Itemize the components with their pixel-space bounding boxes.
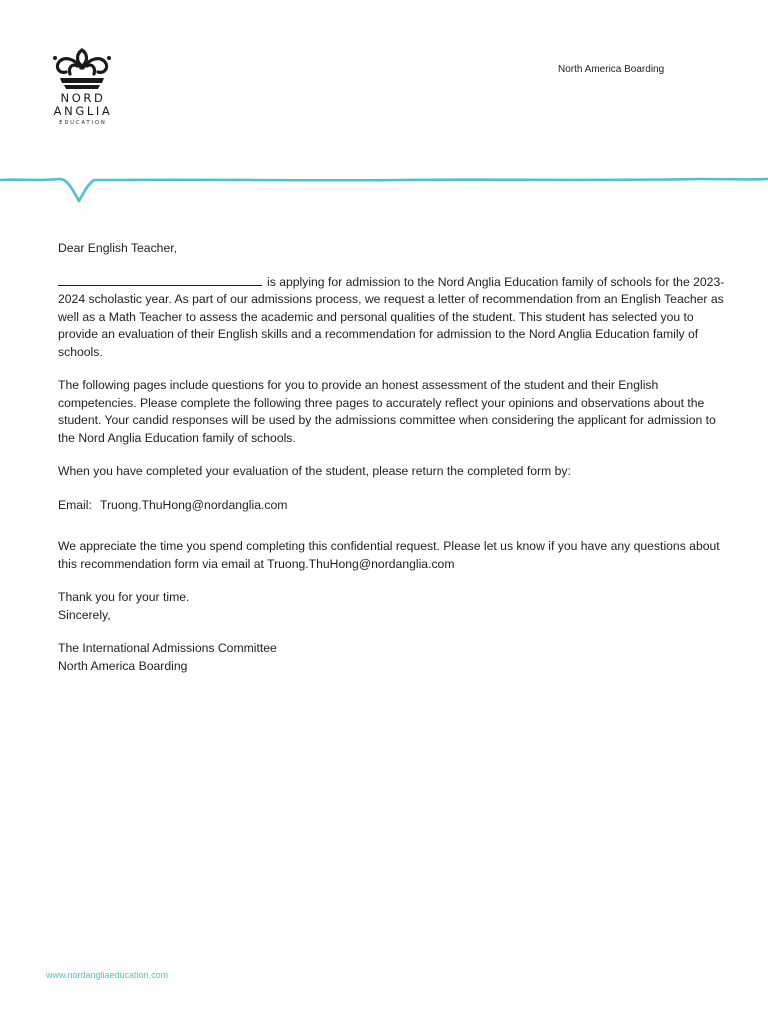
instructions-paragraph: The following pages include questions for you to provide an honest assessment of the student and their English competencies. Please complete the following three pages to accurately reflect your opinions and observations about the student. Your candid responses will be used by the admissions committee when considering the applicant for admission to the Nord Anglia Education family of schools. — [58, 378, 716, 445]
logo-text-nord: NORD — [60, 91, 106, 105]
signature-line-2: North America Boarding — [58, 658, 188, 673]
contact-email-link[interactable]: Truong.ThuHong@nordanglia.com — [267, 556, 455, 571]
email-line — [58, 497, 728, 515]
intro-text: is applying for admission to the Nord Anglia Education family of schools for the 2023-2024 scholastic year. As part of our admissions process, we request a letter of recommendation from an English Teacher as well as a Math Teacher to assess the academic and personal qualities of the student. This student has selected you to provide an evaluation of their English skills and a recommendation for admission to the Nord Anglia Education family of schools. — [58, 274, 725, 359]
intro-paragraph — [58, 273, 728, 362]
thanks-line: Thank you for your time. — [58, 590, 190, 604]
sincerely-line: Sincerely, — [58, 607, 111, 622]
nord-anglia-logo — [46, 46, 118, 126]
email-label: Email: — [58, 497, 92, 512]
letter-body — [58, 240, 728, 675]
appreciation-text: We appreciate the time you spend completing this confidential request. Please let us know if you have any questions about this recommendation form via email at — [58, 539, 720, 571]
appreciation-paragraph — [58, 538, 728, 573]
footer-url-link[interactable]: www.nordangliaeducation.com — [46, 970, 169, 980]
logo-text-education: EDUCATION — [59, 120, 107, 126]
return-paragraph: When you have completed your evaluation of the student, please return the completed form by: — [58, 464, 571, 478]
student-name-blank[interactable] — [58, 273, 262, 286]
header-divider — [0, 168, 768, 208]
logo-text-anglia: ANGLIA — [53, 104, 113, 118]
crown-icon — [50, 46, 114, 92]
signature-line-1: The International Admissions Committee — [58, 641, 277, 655]
salutation: Dear English Teacher, — [58, 241, 178, 255]
department-label: North America Boarding — [558, 64, 665, 75]
email-link[interactable]: Truong.ThuHong@nordanglia.com — [100, 497, 288, 512]
